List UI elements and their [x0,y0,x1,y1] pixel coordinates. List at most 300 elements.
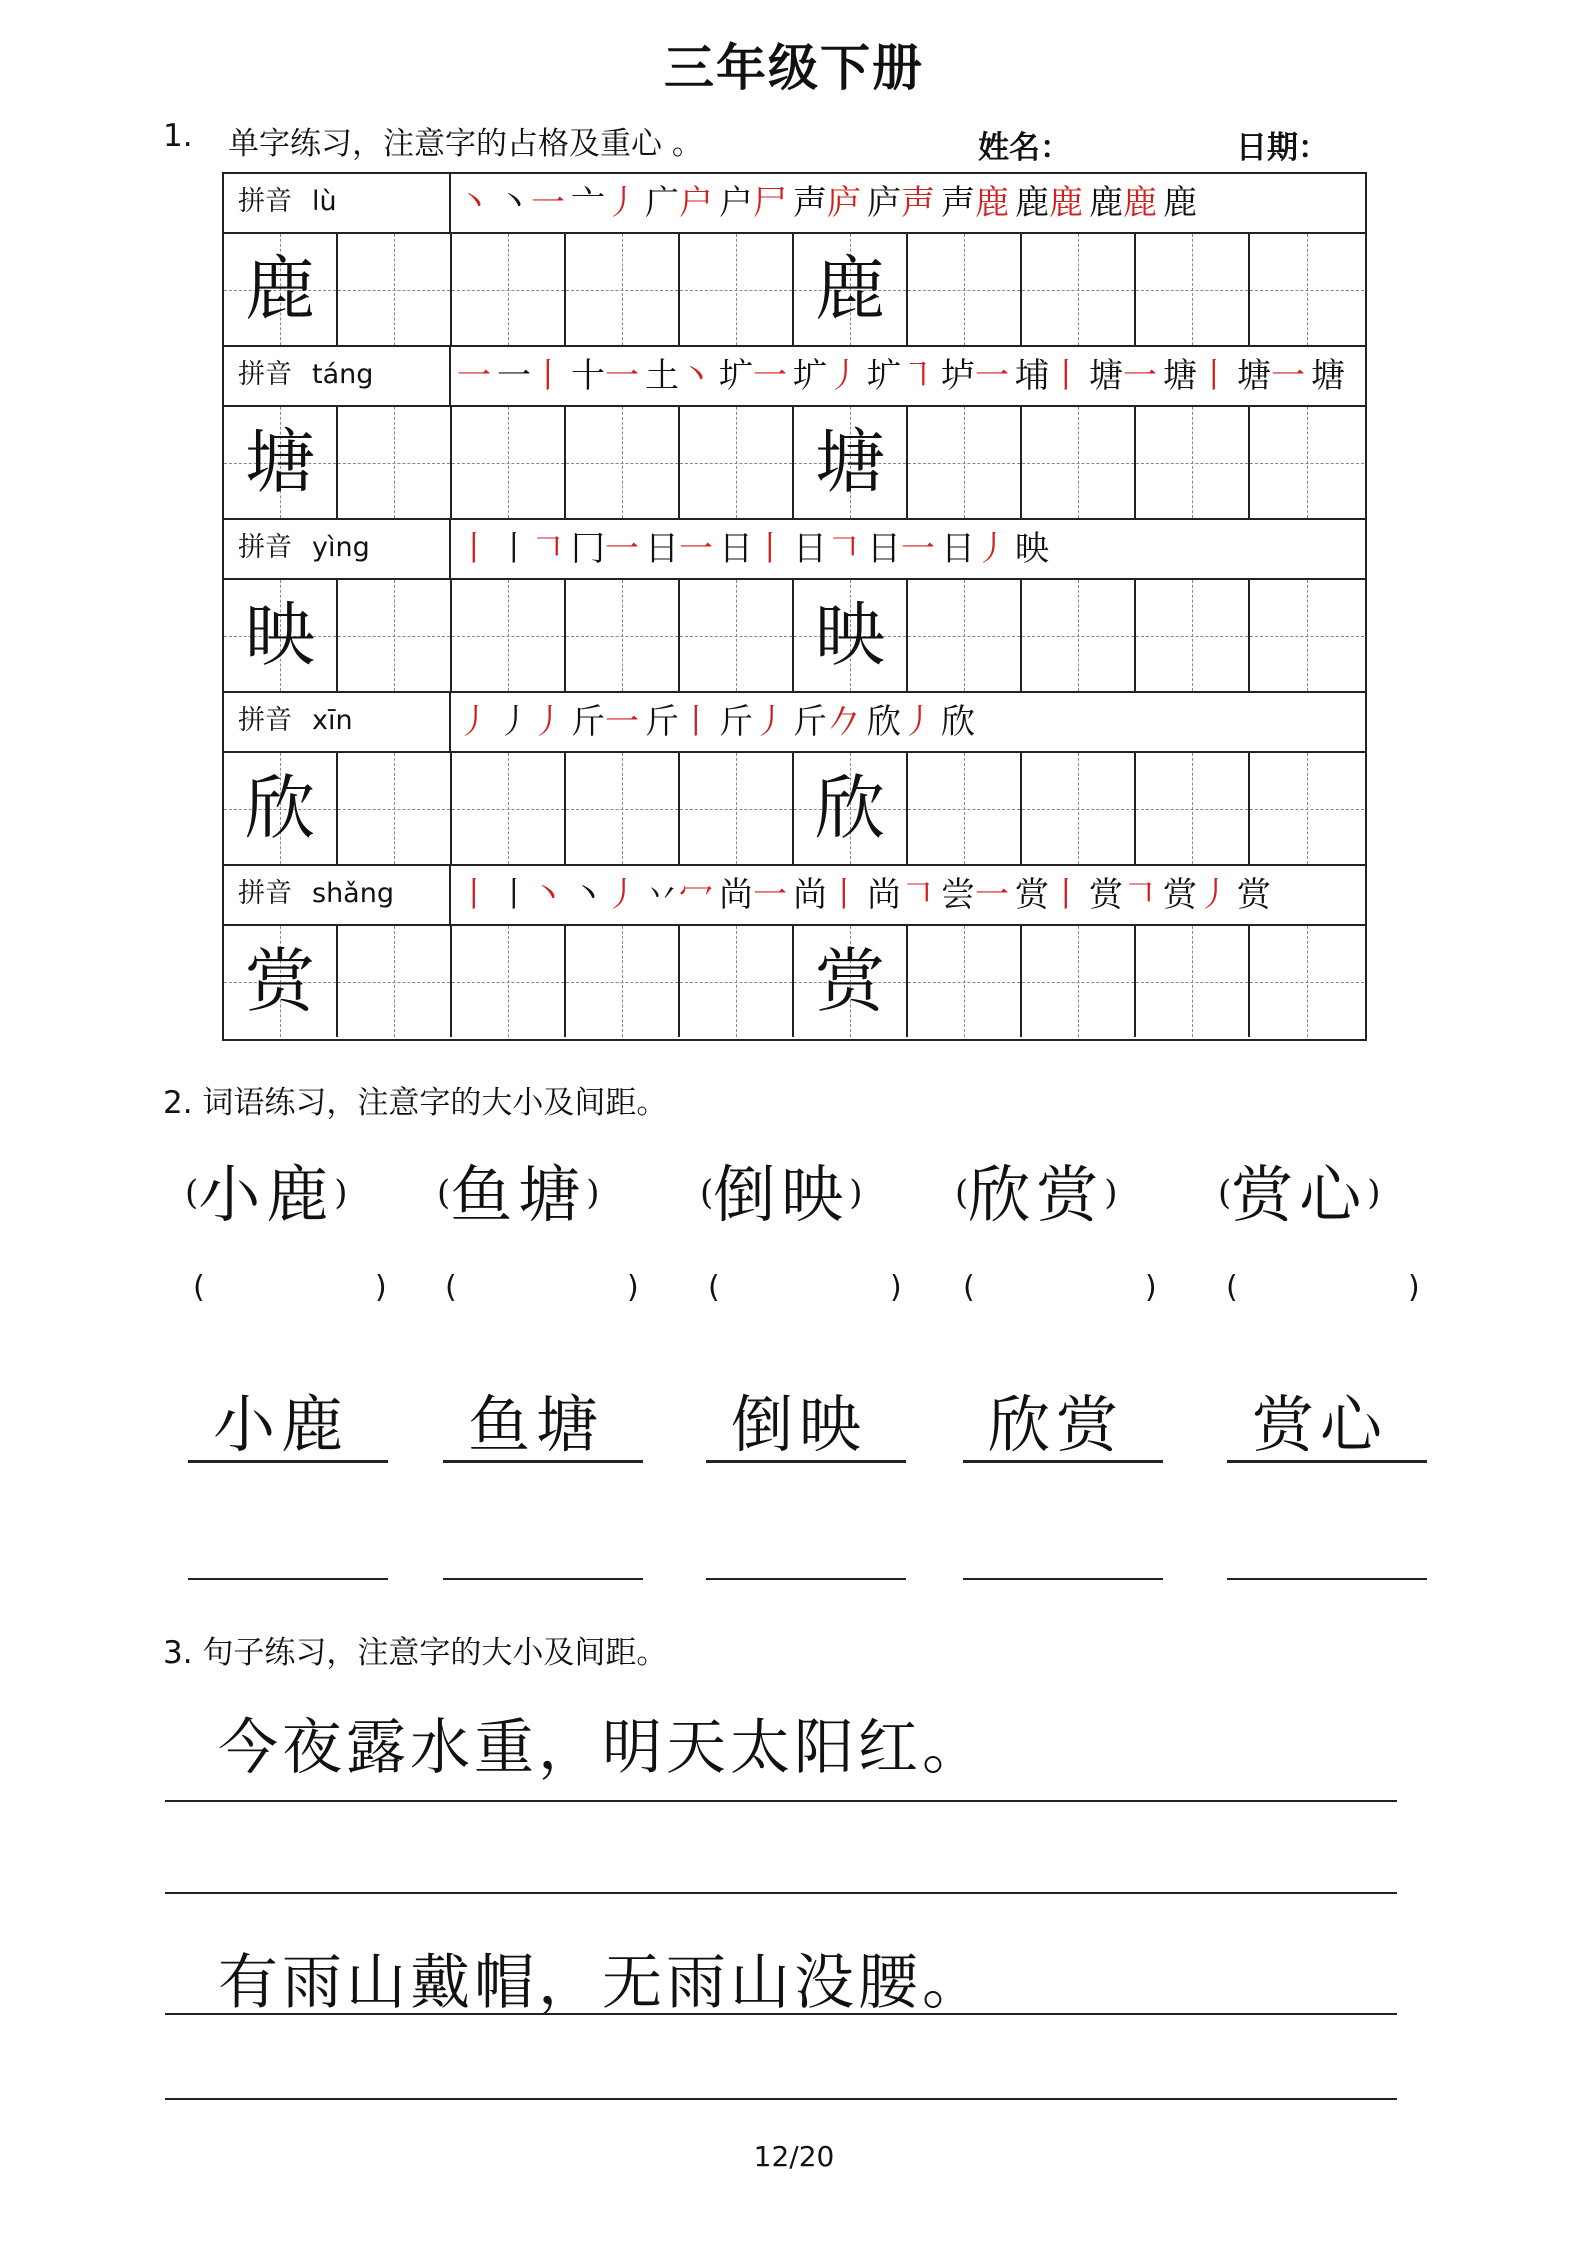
writing-cell[interactable] [566,926,680,1037]
stroke-step [941,347,1009,405]
pinyin-caption: 拼音 [238,705,292,736]
stroke-base: 丨 [497,529,531,569]
empty-paren-close: ) [375,1270,387,1305]
empty-paren-close: ) [627,1270,639,1305]
writing-cell[interactable] [1250,234,1364,345]
pinyin-label [224,174,451,232]
writing-cell[interactable] [338,234,452,345]
stroke-step [497,520,565,578]
stroke-new: 一 [457,356,491,396]
stroke-step [457,347,491,405]
stroke-base: 尚 [719,875,753,915]
pinyin-value: lù [312,186,337,217]
stroke-order [451,174,1365,232]
writing-cell[interactable] [1136,234,1250,345]
empty-paren-open[interactable]: ( [963,1270,975,1305]
stroke-step [941,520,1009,578]
stroke-base: 丷 [645,875,679,915]
sentence-2-practice-line[interactable] [165,2098,1397,2100]
stroke-step [571,520,639,578]
stroke-step [571,347,639,405]
date-label: 日期： [1236,130,1329,166]
stroke-base: 塘 [1237,356,1271,396]
pinyin-caption: 拼音 [238,878,292,909]
stroke-new: 丨 [1197,356,1231,396]
sentence-2: 有雨山戴帽，无雨山没腰。 [218,1948,986,2018]
copy-word-underline [963,1460,1163,1463]
stroke-base: 欣 [867,702,901,742]
stroke-new: 冖 [679,875,713,915]
char-block [224,347,1365,520]
writing-cell[interactable] [794,753,908,864]
paren-word [955,1145,1118,1234]
stroke-step [571,693,639,751]
section3-heading: 3. 句子练习，注意字的大小及间距。 [163,1635,668,1671]
stroke-step [1237,347,1305,405]
writing-cell[interactable] [338,753,452,864]
stroke-step [1015,866,1083,924]
paren-word-text: 欣赏 [968,1158,1105,1231]
stroke-new: 鹿 [1049,183,1083,223]
blank-writing-line[interactable] [963,1578,1163,1580]
stroke-step [1089,174,1157,232]
pinyin-label [224,866,451,924]
stroke-step [719,693,787,751]
stroke-new: 丨 [827,875,861,915]
stroke-step [867,866,935,924]
stroke-step [457,866,491,924]
stroke-order [451,866,1365,924]
copy-word-underline [443,1460,643,1463]
empty-paren-open[interactable]: ( [1226,1270,1238,1305]
copy-word: 倒映 [731,1388,868,1461]
stroke-order [451,347,1365,405]
stroke-base: 丶 [571,875,605,915]
stroke-step [1311,347,1345,405]
stroke-new: 鹿 [975,183,1009,223]
stroke-base: 日 [867,529,901,569]
stroke-base: 丨 [497,875,531,915]
char-row [224,234,1365,347]
model-character: 映 [245,594,315,676]
stroke-step [941,866,1009,924]
stroke-new: 𠃍 [531,529,565,569]
stroke-new: 丿 [605,875,639,915]
char-row [224,407,1365,520]
stroke-new: 鹿 [1123,183,1157,223]
stroke-step [867,347,935,405]
writing-cell[interactable] [566,407,680,518]
stroke-step [867,693,935,751]
copy-word: 赏心 [1252,1388,1389,1461]
stroke-new: 丿 [605,183,639,223]
stroke-step [793,347,861,405]
stroke-new: 𠂊 [827,702,861,742]
model-character: 赏 [815,940,885,1022]
stroke-new: 丿 [531,702,565,742]
stroke-base: 丶 [497,183,531,223]
stroke-step [457,693,491,751]
writing-cell[interactable] [1022,234,1136,345]
writing-cell[interactable] [338,407,452,518]
model-character: 欣 [245,767,315,849]
stroke-new: 庐 [827,183,861,223]
stroke-step [719,174,787,232]
writing-cell[interactable] [794,926,908,1037]
stroke-step [1015,347,1083,405]
name-label: 姓名： [978,130,1071,166]
paren-word-text: 小鹿 [198,1158,335,1231]
page-number: 12/20 [753,2140,835,2173]
stroke-new: 丨 [753,529,787,569]
writing-cell[interactable] [680,234,794,345]
stroke-step [719,520,787,578]
stroke-new: 𠃍 [1123,875,1157,915]
stroke-base: 垆 [941,356,975,396]
pinyin-label [224,693,451,751]
stroke-base: 鹿 [1089,183,1123,223]
stroke-base: 圹 [867,356,901,396]
paren-word-text: 赏心 [1231,1158,1368,1231]
model-character: 赏 [245,940,315,1022]
character-practice-grid [222,172,1367,1041]
writing-cell[interactable] [1022,407,1136,518]
stroke-step [719,866,787,924]
stroke-step [1237,866,1271,924]
stroke-new: 一 [975,356,1009,396]
empty-paren-close: ) [890,1270,902,1305]
stroke-order [451,693,1365,751]
section1-number: 1. [163,118,193,154]
stroke-new: 𠃍 [827,529,861,569]
char-row [224,580,1365,693]
stroke-base: 赏 [1163,875,1197,915]
writing-cell[interactable] [224,234,338,345]
stroke-step [1163,347,1231,405]
paren-close: ) [334,1173,348,1213]
stroke-step [941,693,975,751]
stroke-step [645,174,713,232]
writing-cell[interactable] [908,407,1022,518]
stroke-step [941,174,1009,232]
stroke-new: 丿 [975,529,1009,569]
paren-close: ) [586,1173,600,1213]
writing-cell[interactable] [224,407,338,518]
stroke-base: 鹿 [1015,183,1049,223]
stroke-step [1015,520,1049,578]
pinyin-label [224,520,451,578]
stroke-new: 丶 [457,183,491,223]
writing-cell[interactable] [1250,580,1364,691]
stroke-new: 一 [605,356,639,396]
writing-cell[interactable] [452,753,566,864]
pinyin-row [224,174,1365,234]
stroke-new: 丨 [531,356,565,396]
pinyin-caption: 拼音 [238,532,292,563]
model-character: 塘 [245,421,315,503]
stroke-base: 圹 [719,356,753,396]
writing-cell[interactable] [566,234,680,345]
stroke-new: 丿 [901,702,935,742]
blank-writing-line[interactable] [706,1578,906,1580]
paren-word [700,1145,863,1234]
copy-word-underline [1227,1460,1427,1463]
stroke-base: 亠 [571,183,605,223]
copy-word-underline [188,1460,388,1463]
stroke-new: 一 [753,356,787,396]
model-character: 欣 [815,767,885,849]
char-block [224,520,1365,693]
paren-open: ( [1218,1173,1232,1213]
pinyin-row [224,520,1365,580]
stroke-new: 丨 [679,702,713,742]
stroke-base: 斤 [571,702,605,742]
stroke-base: 一 [497,356,531,396]
paren-open: ( [437,1173,451,1213]
writing-cell[interactable] [224,753,338,864]
stroke-base: 户 [719,183,753,223]
stroke-new: 丨 [457,875,491,915]
stroke-new: 丿 [753,702,787,742]
stroke-base: 丿 [497,702,531,742]
stroke-new: 一 [531,183,565,223]
stroke-new: 丿 [457,702,491,742]
pinyin-caption: 拼音 [238,359,292,390]
paren-open: ( [700,1173,714,1213]
char-block [224,866,1365,1039]
stroke-base: 声 [941,183,975,223]
stroke-new: 一 [901,529,935,569]
stroke-new: ㇕ [901,356,935,396]
stroke-base: 欣 [941,702,975,742]
char-row [224,753,1365,866]
stroke-new: 一 [605,702,639,742]
stroke-base: 斤 [645,702,679,742]
stroke-step [793,693,861,751]
writing-cell[interactable] [1136,753,1250,864]
stroke-base: 映 [1015,529,1049,569]
stroke-new: 一 [605,529,639,569]
sentence-1-practice-line[interactable] [165,1892,1397,1894]
copy-word: 鱼塘 [468,1388,605,1461]
stroke-step [457,174,491,232]
stroke-new: 丨 [1049,356,1083,396]
model-character: 鹿 [815,248,885,330]
stroke-base: 土 [645,356,679,396]
stroke-new: 一 [1271,356,1305,396]
stroke-base: 声 [793,183,827,223]
stroke-base: 鹿 [1163,183,1197,223]
paren-word-text: 鱼塘 [450,1158,587,1231]
stroke-new: 一 [975,875,1009,915]
sentence-2-line [165,2013,1397,2015]
writing-cell[interactable] [680,580,794,691]
writing-cell[interactable] [680,926,794,1037]
stroke-step [645,693,713,751]
pinyin-row [224,693,1365,753]
stroke-base: 赏 [1015,875,1049,915]
writing-cell[interactable] [680,407,794,518]
stroke-base: 日 [645,529,679,569]
stroke-base: 尚 [793,875,827,915]
pinyin-value: yìng [312,532,370,563]
pinyin-value: shǎng [312,878,394,909]
stroke-base: 日 [793,529,827,569]
stroke-new: 一 [679,529,713,569]
writing-cell[interactable] [1250,407,1364,518]
paren-word [1218,1145,1381,1234]
stroke-base: 冂 [571,529,605,569]
pinyin-value: táng [312,359,374,390]
empty-paren-open[interactable]: ( [193,1270,205,1305]
stroke-step [645,347,713,405]
model-character: 鹿 [245,248,315,330]
writing-cell[interactable] [1250,753,1364,864]
stroke-new: 丿 [827,356,861,396]
char-block [224,174,1365,347]
stroke-step [793,520,861,578]
writing-cell[interactable] [908,753,1022,864]
stroke-order [451,520,1365,578]
stroke-step [719,347,787,405]
writing-cell[interactable] [1022,580,1136,691]
stroke-base: 塘 [1089,356,1123,396]
empty-paren-open[interactable]: ( [708,1270,720,1305]
writing-cell[interactable] [794,407,908,518]
stroke-new: 声 [901,183,935,223]
writing-cell[interactable] [452,926,566,1037]
writing-cell[interactable] [338,580,452,691]
char-row [224,926,1365,1039]
pinyin-row [224,347,1365,407]
stroke-step [1015,174,1083,232]
stroke-step [867,520,935,578]
stroke-new: 一 [753,875,787,915]
stroke-step [1089,866,1157,924]
stroke-step [571,174,639,232]
stroke-step [457,520,491,578]
stroke-step [1163,866,1231,924]
writing-cell[interactable] [1250,926,1364,1037]
writing-cell[interactable] [224,580,338,691]
paren-word-text: 倒映 [713,1158,850,1231]
stroke-new: 一 [1123,356,1157,396]
pinyin-value: xīn [312,705,353,736]
writing-cell[interactable] [224,926,338,1037]
section1-instruction: 单字练习，注意字的占格及重心 。 [228,126,703,162]
stroke-new: 尸 [753,183,787,223]
stroke-base: 赏 [1089,875,1123,915]
stroke-base: 庐 [867,183,901,223]
stroke-step [497,693,565,751]
writing-cell[interactable] [1136,580,1250,691]
stroke-new: 丿 [1197,875,1231,915]
empty-paren-close: ) [1408,1270,1420,1305]
stroke-new: 𠃍 [901,875,935,915]
empty-paren-open[interactable]: ( [445,1270,457,1305]
page-title: 三年级下册 [664,39,924,97]
stroke-base: 斤 [719,702,753,742]
stroke-step [867,174,935,232]
writing-cell[interactable] [794,580,908,691]
writing-cell[interactable] [566,753,680,864]
stroke-base: 日 [719,529,753,569]
stroke-step [645,866,713,924]
section2-heading: 2. 词语练习，注意字的大小及间距。 [163,1085,668,1121]
stroke-base: 埔 [1015,356,1049,396]
writing-cell[interactable] [908,926,1022,1037]
stroke-step [497,347,565,405]
writing-cell[interactable] [680,753,794,864]
stroke-new: 丶 [679,356,713,396]
copy-word: 小鹿 [213,1388,350,1461]
writing-cell[interactable] [1022,753,1136,864]
pinyin-row [224,866,1365,926]
model-character: 塘 [815,421,885,503]
stroke-base: 塘 [1163,356,1197,396]
stroke-step [645,520,713,578]
blank-writing-line[interactable] [1227,1578,1427,1580]
stroke-step [497,866,565,924]
char-block [224,693,1365,866]
pinyin-caption: 拼音 [238,186,292,217]
paren-word [185,1145,348,1234]
stroke-base: 十 [571,356,605,396]
copy-word: 欣赏 [988,1388,1125,1461]
blank-writing-line[interactable] [443,1578,643,1580]
stroke-step [793,866,861,924]
stroke-step [1163,174,1197,232]
writing-cell[interactable] [566,580,680,691]
stroke-base: 广 [645,183,679,223]
stroke-step [793,174,861,232]
writing-cell[interactable] [1022,926,1136,1037]
paren-open: ( [955,1173,969,1213]
blank-writing-line[interactable] [188,1578,388,1580]
stroke-base: 斤 [793,702,827,742]
sentence-1: 今夜露水重，明天太阳红。 [218,1713,986,1783]
writing-cell[interactable] [1136,926,1250,1037]
stroke-step [571,866,639,924]
paren-close: ) [1104,1173,1118,1213]
writing-cell[interactable] [908,580,1022,691]
stroke-base: 日 [941,529,975,569]
copy-word-underline [706,1460,906,1463]
stroke-step [497,174,565,232]
stroke-base: 塘 [1311,356,1345,396]
stroke-new: 丨 [457,529,491,569]
writing-cell[interactable] [1136,407,1250,518]
stroke-new: 丨 [1049,875,1083,915]
sentence-1-line [165,1800,1397,1802]
writing-cell[interactable] [794,234,908,345]
paren-close: ) [1367,1173,1381,1213]
writing-cell[interactable] [338,926,452,1037]
writing-cell[interactable] [908,234,1022,345]
stroke-base: 圹 [793,356,827,396]
stroke-base: 尝 [941,875,975,915]
paren-open: ( [185,1173,199,1213]
writing-cell[interactable] [452,407,566,518]
paren-close: ) [849,1173,863,1213]
stroke-base: 赏 [1237,875,1271,915]
writing-cell[interactable] [452,234,566,345]
writing-cell[interactable] [452,580,566,691]
stroke-new: 丶 [531,875,565,915]
pinyin-label [224,347,451,405]
paren-word [437,1145,600,1234]
stroke-step [1089,347,1157,405]
